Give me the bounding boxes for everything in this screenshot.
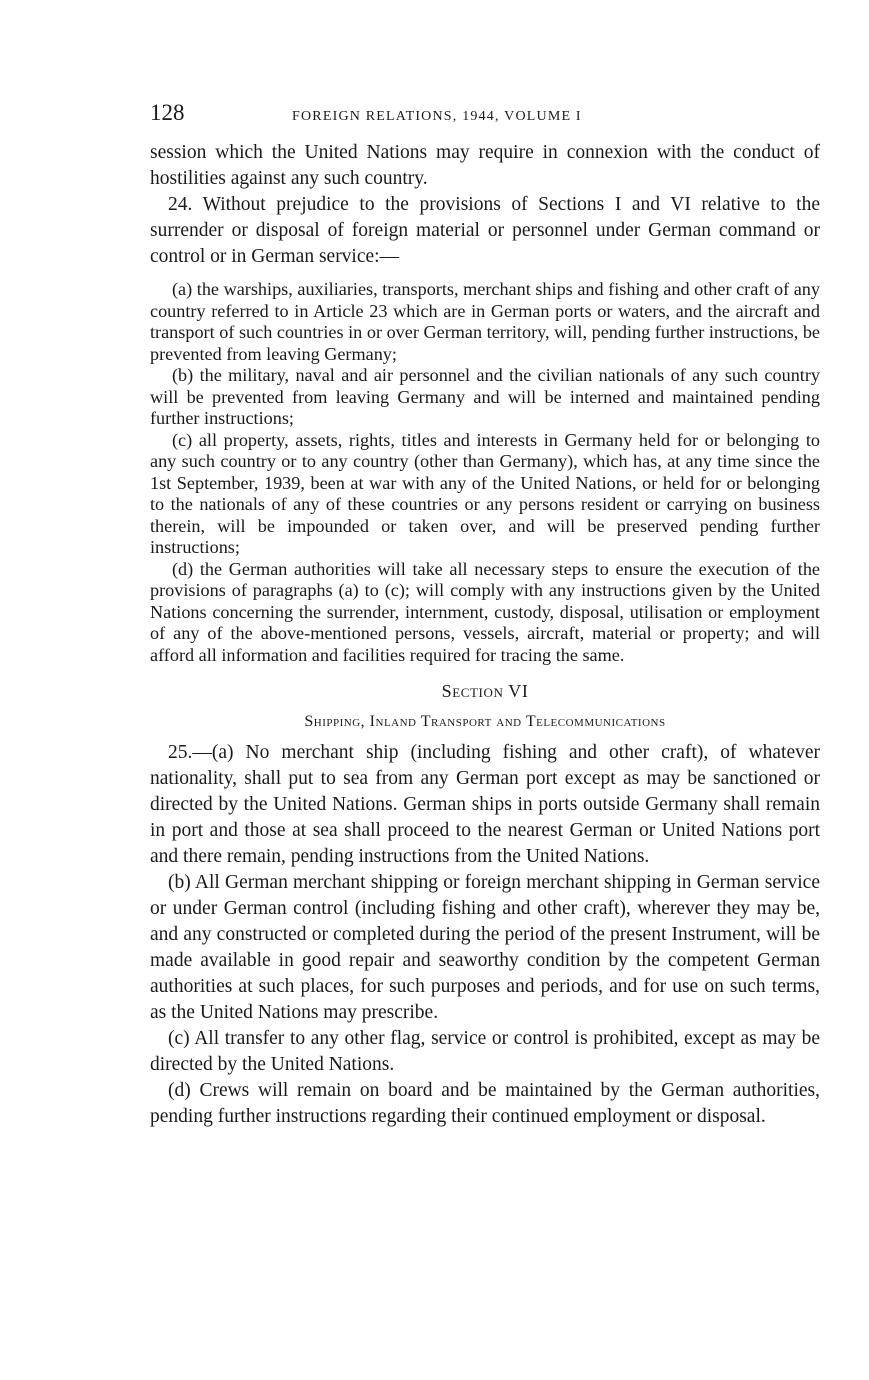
document-page — [150, 100, 820, 1130]
paragraph-25b: (b) All German merchant shipping or foreign merchant shipping in German service or under German control (including fishing and other craft), wherever they may be, and any constructed or completed during the period of the present Instrument, will be made available in good repair and seaworthy condition by the competent German authorities at such places, for such purposes and periods, and for use on such terms, as the United Nations may prescribe. — [150, 872, 820, 1023]
paragraph-25c: (c) All transfer to any other flag, service or control is prohibited, except as may be directed by the United Nations. — [150, 1028, 820, 1075]
paragraph-25d: (d) Crews will remain on board and be maintained by the German authorities, pending further instructions regarding their continued employment or disposal. — [150, 1080, 820, 1127]
paragraph-25a: 25.—(a) No merchant ship (including fishing and other craft), of whatever nationality, shall put to sea from any German port except as may be sanctioned or directed by the United Nations. German ships in ports outside Germany shall remain in port and those at sea shall proceed to the nearest German or United Nations port and there remain, pending instructions from the United Nations. — [150, 742, 820, 867]
page-number: 128 — [150, 100, 185, 125]
section-subtitle: Shipping, Inland Transport and Telecommunications — [304, 713, 666, 730]
clause-d: (d) the German authorities will take all necessary steps to ensure the execution of the provisions of paragraphs (a) to (c); will comply with any instructions given by the United Nations concerning the surrender, internment, custody, disposal, utilisation or employment of any of the above-mentioned persons, vessels, aircraft, material or property; and will afford all information and facilities required for tracing the same. — [150, 558, 820, 665]
clause-b: (b) the military, naval and air personnel and the civilian nationals of any such country will be prevented from leaving Germany and will be interned and maintained pending further instructions; — [150, 365, 820, 428]
paragraph-24: 24. Without prejudice to the provisions of Sections I and VI relative to the surrender or disposal of foreign material or personnel under German command or control or in German service:— — [150, 194, 820, 267]
page-header — [150, 100, 820, 130]
section-title: Section VI — [441, 681, 529, 701]
clause-list — [150, 279, 820, 666]
paragraph-continuation: session which the United Nations may require in connexion with the conduct of hostilities against any such country. — [150, 142, 820, 189]
running-head: FOREIGN RELATIONS, 1944, VOLUME I — [292, 109, 582, 124]
clause-c: (c) all property, assets, rights, titles and interests in Germany held for or belonging to any such country or to any country (other than Germany), which has, at any time since the 1st September, 1939, been at war with any of the United Nations, or held for or belonging to the nationals of any of these countries or any persons resident or carrying on business therein, will be impounded or taken over, and will be preserved pending further instructions; — [150, 429, 820, 557]
clause-a: (a) the warships, auxiliaries, transports, merchant ships and fishing and other craft of any country referred to in Article 23 which are in German ports or waters, and the aircraft and transport of such countries in or over German territory, will, pending further instructions, be prevented from leaving Germany; — [150, 279, 820, 364]
